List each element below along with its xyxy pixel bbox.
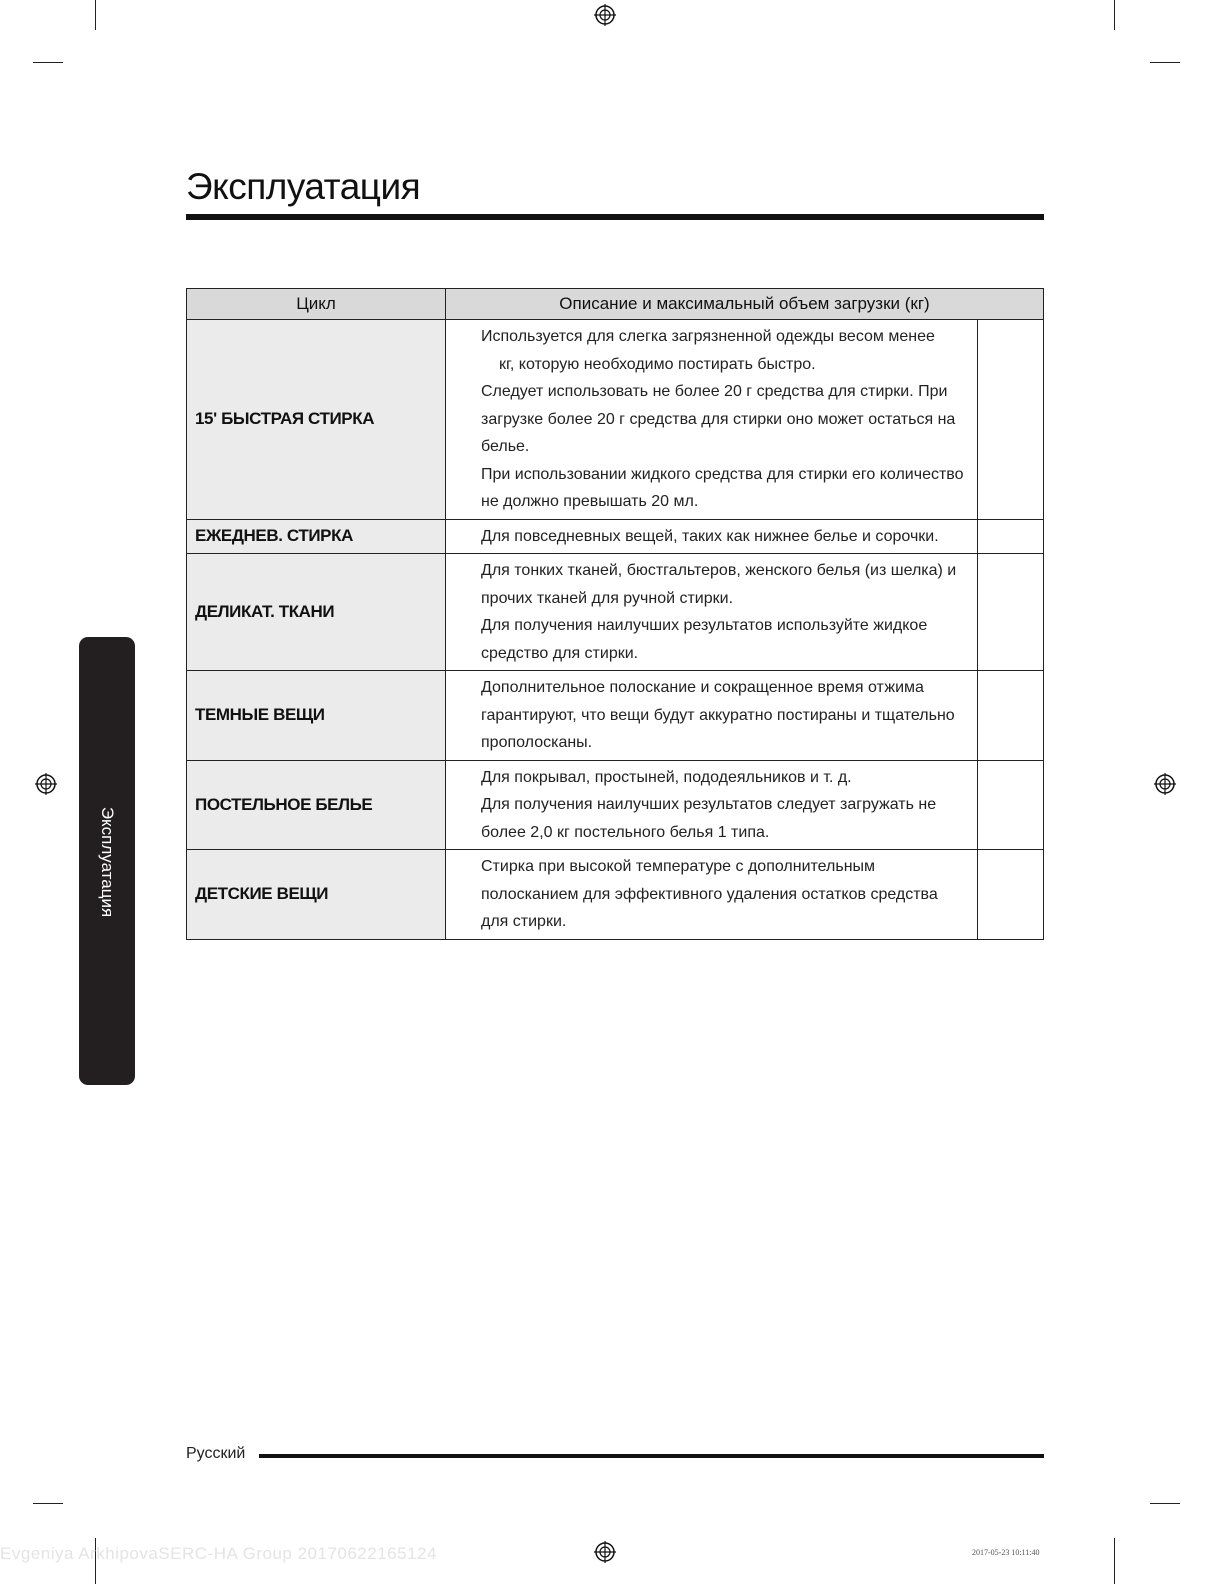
description-line: Для получения наилучших результатов используйте жидкое средство для стирки. [481, 617, 928, 662]
crop-mark [95, 0, 96, 30]
page-title: Эксплуатация [186, 166, 421, 207]
description-line: Используется для слегка загрязненной одежды весом менее [481, 328, 935, 345]
empty-cell [978, 760, 1044, 850]
cycle-name: ДЕТСКИЕ ВЕЩИ [187, 850, 446, 940]
table-row [187, 671, 1044, 761]
empty-cell [978, 850, 1044, 940]
cycle-name: ПОСТЕЛЬНОЕ БЕЛЬЕ [187, 760, 446, 850]
side-tab [79, 637, 135, 1085]
description-line: Стирка при высокой температуре с дополнительным полосканием для эффективного удаления остатков средства для стирки. [481, 858, 938, 930]
description-line: Дополнительное полоскание и сокращенное время отжима гарантируют, что вещи будут аккуратно постираны и тщательно прополосканы. [481, 679, 955, 751]
footer-language: Русский [186, 1445, 246, 1462]
registration-mark-icon [35, 773, 57, 795]
cycle-description [446, 554, 978, 671]
table-row [187, 519, 1044, 554]
empty-cell [978, 519, 1044, 554]
description-line: Следует использовать не более 20 г средства для стирки. При загрузке более 20 г средства для стирки оно может остаться на белье. [481, 383, 956, 455]
cycle-name: ЕЖЕДНЕВ. СТИРКА [187, 519, 446, 554]
crop-mark [33, 1503, 63, 1504]
description-line: кг, которую необходимо постирать быстро. [499, 355, 816, 373]
registration-mark-icon [594, 1541, 616, 1563]
description-line: Для покрывал, простыней, пододеяльников и т. д. [481, 768, 852, 786]
empty-cell [978, 671, 1044, 761]
description-line: Для повседневных вещей, таких как нижнее белье и сорочки. [481, 527, 939, 545]
description-line: При использовании жидкого средства для стирки его количество не должно превышать 20 мл. [481, 465, 964, 510]
crop-mark [1150, 1503, 1180, 1504]
table-row [187, 760, 1044, 850]
table-row [187, 850, 1044, 940]
table-row [187, 320, 1044, 520]
description-line: Для тонких тканей, бюстгальтеров, женского белья (из шелка) и прочих тканей для ручной стирки. [481, 562, 957, 607]
footer-rule [259, 1454, 1044, 1458]
description-line: Для получения наилучших результатов следует загружать не более 2,0 кг постельного белья 1 типа. [481, 796, 937, 841]
cycle-description [446, 760, 978, 850]
empty-cell [978, 320, 1044, 520]
side-tab-label: Эксплуатация [98, 806, 117, 918]
crop-mark [1114, 1538, 1115, 1584]
print-slug: Evgeniya ArkhipovaSERC-HA Group 20170622165124 [0, 1544, 437, 1563]
cycle-description [446, 519, 978, 554]
crop-mark [33, 62, 63, 63]
title-rule [186, 214, 1044, 220]
empty-cell [978, 554, 1044, 671]
cycle-table [186, 288, 1044, 940]
table-header-row [187, 289, 1044, 320]
cycle-description [446, 320, 978, 520]
header-description: Описание и максимальный объем загрузки (кг) [446, 289, 1044, 320]
header-cycle: Цикл [187, 289, 446, 320]
print-timestamp: 2017-05-23 10:11:40 [972, 1548, 1040, 1557]
registration-mark-icon [594, 4, 616, 26]
crop-mark [1150, 62, 1180, 63]
cycle-name: 15' БЫСТРАЯ СТИРКА [187, 320, 446, 520]
cycle-name: ТЕМНЫЕ ВЕЩИ [187, 671, 446, 761]
cycle-description [446, 850, 978, 940]
cycle-description [446, 671, 978, 761]
table-row [187, 554, 1044, 671]
registration-mark-icon [1154, 773, 1176, 795]
crop-mark [1114, 0, 1115, 30]
cycle-name: ДЕЛИКАТ. ТКАНИ [187, 554, 446, 671]
